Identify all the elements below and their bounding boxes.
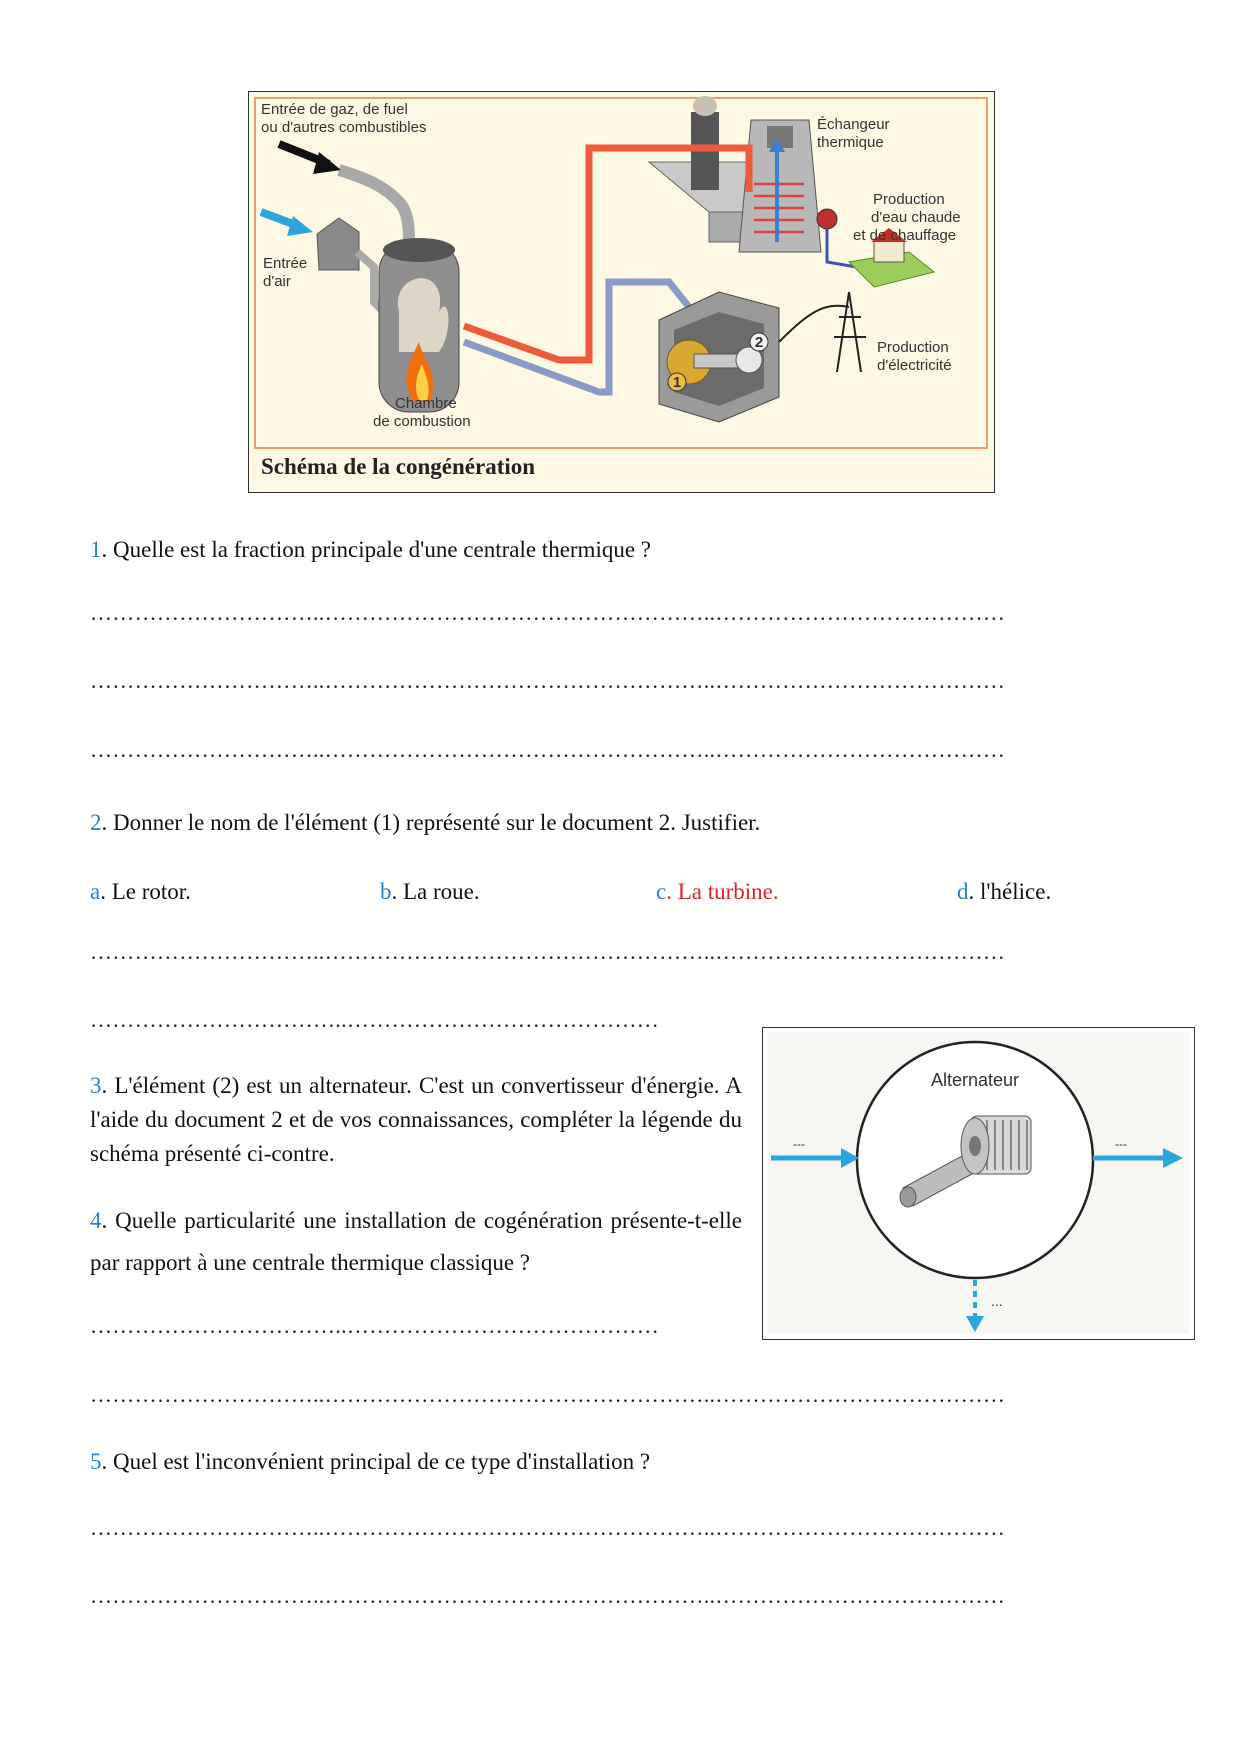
question-5: [90, 1445, 650, 1479]
label-hotwater-line1: Production: [873, 191, 945, 208]
marker-1: 1: [672, 374, 682, 391]
question-5-number: 5: [90, 1449, 102, 1474]
question-4-text: . Quelle particularité une installation de cogénération présente-t-elle par rapport à une centrale thermique classique ?: [90, 1208, 742, 1275]
choice-b[interactable]: [380, 875, 480, 909]
label-chamber-line2: de combustion: [373, 413, 471, 430]
output-label[interactable]: ---: [1115, 1137, 1127, 1151]
answer-line[interactable]: ……………………………..……………………………………: [90, 1313, 660, 1338]
pylon-icon: [834, 292, 866, 372]
answer-line[interactable]: …………………………..……………………………………………..…………………………………: [90, 1515, 1006, 1540]
loss-label[interactable]: ...: [991, 1293, 1003, 1309]
choice-a[interactable]: [90, 875, 191, 909]
answer-line[interactable]: …………………………..……………………………………………..…………………………………: [90, 1583, 1006, 1608]
label-fuel-line1: Entrée de gaz, de fuel: [261, 101, 408, 118]
alternator-figure: [762, 1027, 1195, 1340]
answer-line[interactable]: …………………………..……………………………………………..…………………………………: [90, 1382, 1006, 1407]
choice-d-text: . l'hélice.: [968, 879, 1052, 904]
cogeneration-figure: [248, 91, 995, 493]
answer-line[interactable]: …………………………..……………………………………………..…………………………………: [90, 737, 1006, 762]
label-exchanger-line2: thermique: [817, 134, 884, 151]
question-1-text: . Quelle est la fraction principale d'une centrale thermique ?: [101, 537, 652, 562]
question-4-number: 4: [90, 1208, 102, 1233]
alternator-diagram: [763, 1028, 1193, 1338]
question-3-number: 3: [90, 1073, 102, 1098]
label-fuel-line2: ou d'autres combustibles: [261, 119, 427, 136]
label-air-line2: d'air: [263, 273, 291, 290]
answer-line[interactable]: …………………………..……………………………………………..…………………………………: [90, 668, 1006, 693]
question-1-number: 1: [90, 537, 102, 562]
question-5-text: . Quel est l'inconvénient principal de ce type d'installation ?: [101, 1449, 651, 1474]
answer-line[interactable]: …………………………..……………………………………………..…………………………………: [90, 939, 1006, 964]
label-hotwater-line2: d'eau chaude: [871, 209, 961, 226]
label-electricity-line2: d'électricité: [877, 357, 952, 374]
question-4: [90, 1200, 742, 1284]
choice-d[interactable]: [957, 875, 1051, 909]
marker-2: 2: [754, 334, 764, 351]
question-1: [90, 533, 651, 567]
choice-a-letter: a: [90, 879, 101, 904]
question-2-text: . Donner le nom de l'élément (1) représenté sur le document 2. Justifier.: [101, 810, 761, 835]
answer-line[interactable]: ……………………………..……………………………………: [90, 1007, 660, 1032]
choice-c-text: . La turbine.: [666, 879, 779, 904]
label-air-line1: Entrée: [263, 255, 308, 272]
label-hotwater-line3: et de chauffage: [853, 227, 957, 244]
choice-c[interactable]: [656, 875, 779, 909]
label-chamber-line1: Chambre: [395, 395, 457, 412]
question-2: [90, 806, 760, 840]
cogeneration-diagram: [249, 92, 993, 491]
question-2-number: 2: [90, 810, 102, 835]
choice-b-letter: b: [380, 879, 392, 904]
question-3: [90, 1069, 742, 1171]
input-label[interactable]: ---: [793, 1137, 805, 1151]
choice-c-letter: c: [656, 879, 667, 904]
question-3-text: . L'élément (2) est un alternateur. C'est un convertisseur d'énergie. A l'aide du document 2 et de vos connaissances, compléter la légende du schéma présenté ci-contre.: [90, 1073, 742, 1166]
choice-b-text: . La roue.: [391, 879, 480, 904]
figure1-title: Schéma de la congénération: [261, 454, 536, 479]
answer-line[interactable]: …………………………..……………………………………………..…………………………………: [90, 600, 1006, 625]
choice-d-letter: d: [957, 879, 969, 904]
label-electricity-line1: Production: [877, 339, 949, 356]
alternator-title: Alternateur: [930, 1070, 1020, 1090]
label-exchanger-line1: Échangeur: [817, 116, 890, 133]
water-heater-icon: [817, 209, 837, 229]
choice-a-text: . Le rotor.: [100, 879, 191, 904]
